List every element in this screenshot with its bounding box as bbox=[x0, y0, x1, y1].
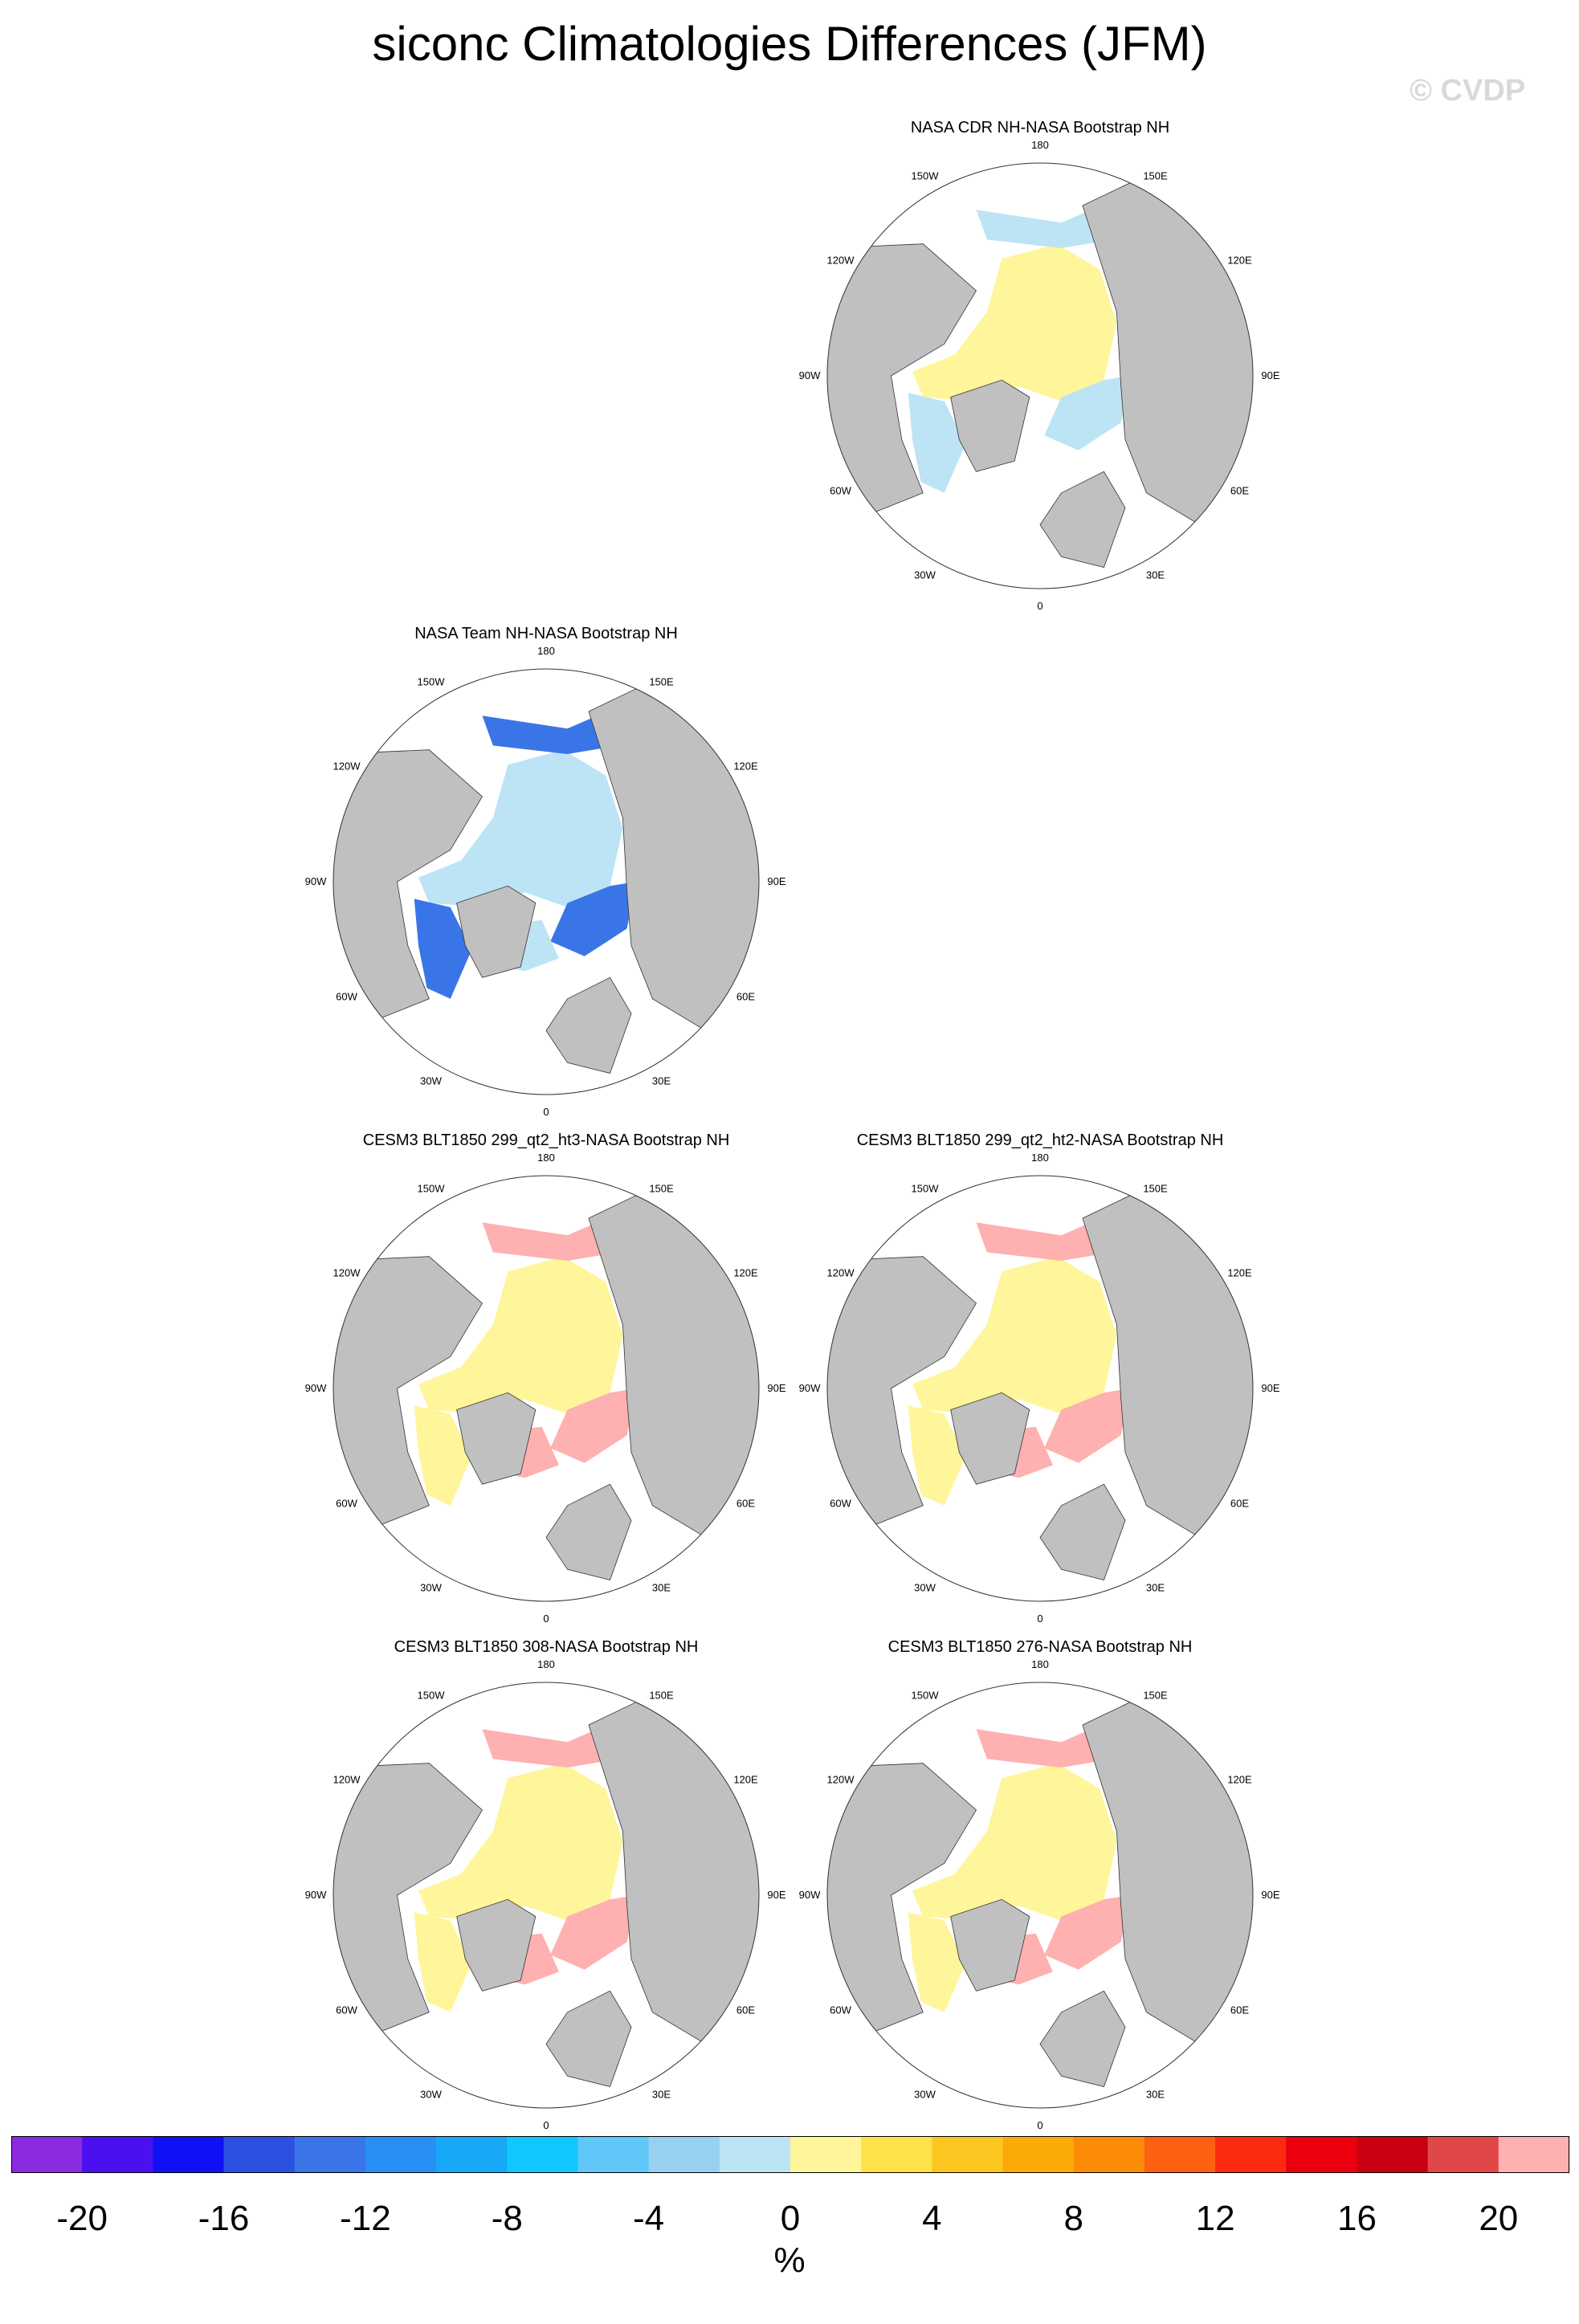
lon-label: 150E bbox=[1143, 169, 1168, 182]
lon-label: 150W bbox=[911, 169, 939, 182]
colorbar-tick-label: -8 bbox=[491, 2199, 523, 2238]
lon-label: 180 bbox=[537, 1152, 555, 1164]
colorbar-tick-label: 8 bbox=[1063, 2199, 1083, 2238]
lon-label: 120W bbox=[333, 1773, 361, 1786]
lon-label: 60E bbox=[1230, 1497, 1250, 1510]
panel-title: NASA Team NH-NASA Bootstrap NH bbox=[414, 625, 678, 642]
lon-label: 150W bbox=[417, 675, 445, 688]
lon-label: 30E bbox=[651, 1581, 671, 1594]
colorbar-units: % bbox=[773, 2240, 806, 2280]
colorbar-swatch bbox=[507, 2136, 578, 2173]
lon-label: 30W bbox=[914, 2088, 936, 2101]
colorbar-swatch bbox=[436, 2136, 508, 2173]
lon-label: 180 bbox=[537, 645, 555, 657]
panel-team bbox=[297, 625, 795, 1118]
lon-label: 150W bbox=[911, 1689, 939, 1702]
lon-label: 60E bbox=[736, 1497, 756, 1510]
lon-label: 150E bbox=[649, 1689, 674, 1702]
lon-label: 90E bbox=[767, 875, 786, 887]
lon-label: 30W bbox=[420, 1074, 442, 1087]
lon-label: 0 bbox=[543, 1613, 549, 1625]
lon-label: 150W bbox=[417, 1182, 445, 1195]
colorbar-swatch bbox=[365, 2136, 437, 2173]
colorbar-swatch bbox=[577, 2136, 649, 2173]
lon-label: 90W bbox=[304, 1889, 327, 1901]
lon-label: 30W bbox=[914, 569, 936, 581]
panel-title: CESM3 BLT1850 299_qt2_ht2-NASA Bootstrap NH bbox=[856, 1131, 1224, 1149]
lon-label: 90W bbox=[798, 1382, 821, 1394]
colorbar-swatch bbox=[1428, 2136, 1499, 2173]
lon-label: 180 bbox=[537, 1658, 555, 1670]
colorbar-tick-label: -16 bbox=[198, 2199, 250, 2238]
lon-label: 60E bbox=[1230, 484, 1250, 497]
lon-label: 30E bbox=[651, 2088, 671, 2101]
lon-label: 60W bbox=[830, 484, 851, 497]
lon-label: 150W bbox=[911, 1182, 939, 1195]
lon-label: 90E bbox=[1261, 1382, 1280, 1394]
lon-label: 150E bbox=[649, 675, 674, 688]
lon-label: 0 bbox=[543, 2119, 549, 2131]
colorbar-swatch bbox=[1215, 2136, 1287, 2173]
colorbar-swatch bbox=[1074, 2136, 1145, 2173]
lon-label: 150E bbox=[1143, 1182, 1168, 1195]
lon-label: 90E bbox=[1261, 369, 1280, 381]
polar-map-308 bbox=[297, 1654, 795, 2131]
colorbar-swatch bbox=[720, 2136, 791, 2173]
lon-label: 90E bbox=[1261, 1889, 1280, 1901]
polar-map-ht3 bbox=[297, 1148, 795, 1625]
figure-title: siconc Climatologies Differences (JFM) bbox=[372, 17, 1207, 71]
lon-label: 120W bbox=[333, 1266, 361, 1279]
lon-label: 60W bbox=[830, 2004, 851, 2016]
lon-label: 30W bbox=[420, 1581, 442, 1594]
colorbar-tick-label: 16 bbox=[1337, 2199, 1377, 2238]
lon-label: 150W bbox=[417, 1689, 445, 1702]
lon-label: 120W bbox=[333, 760, 361, 773]
lon-label: 120E bbox=[733, 1773, 758, 1786]
panel-276 bbox=[791, 1638, 1289, 2131]
colorbar-swatch bbox=[1286, 2136, 1357, 2173]
lon-label: 120E bbox=[1227, 1266, 1252, 1279]
polar-map-cdr bbox=[791, 135, 1289, 612]
colorbar-swatch bbox=[1357, 2136, 1428, 2173]
lon-label: 30E bbox=[1145, 2088, 1165, 2101]
panel-title: CESM3 BLT1850 276-NASA Bootstrap NH bbox=[887, 1638, 1193, 1656]
lon-label: 90W bbox=[304, 875, 327, 887]
lon-label: 120W bbox=[826, 254, 855, 267]
lon-label: 90E bbox=[767, 1382, 786, 1394]
lon-label: 60W bbox=[336, 2004, 357, 2016]
colorbar-swatch bbox=[861, 2136, 932, 2173]
colorbar-tick-label: -12 bbox=[340, 2199, 391, 2238]
panel-title: CESM3 BLT1850 299_qt2_ht3-NASA Bootstrap NH bbox=[362, 1131, 730, 1149]
colorbar-swatch bbox=[1003, 2136, 1075, 2173]
colorbar-swatch bbox=[1499, 2136, 1570, 2173]
lon-label: 180 bbox=[1031, 1152, 1049, 1164]
lon-label: 60W bbox=[830, 1497, 851, 1510]
lon-label: 180 bbox=[1031, 1658, 1049, 1670]
colorbar-swatch bbox=[649, 2136, 720, 2173]
lon-label: 120E bbox=[733, 760, 758, 773]
lon-label: 30W bbox=[914, 1581, 936, 1594]
colorbar-swatch bbox=[1144, 2136, 1216, 2173]
polar-map-ht2 bbox=[791, 1148, 1289, 1625]
lon-label: 90E bbox=[767, 1889, 786, 1901]
lon-label: 60E bbox=[1230, 2004, 1250, 2016]
polar-map-team bbox=[297, 641, 795, 1118]
lon-label: 60W bbox=[336, 1497, 357, 1510]
lon-label: 90W bbox=[798, 369, 821, 381]
colorbar-swatch bbox=[11, 2136, 83, 2173]
lon-label: 30E bbox=[651, 1074, 671, 1087]
lon-label: 120W bbox=[826, 1266, 855, 1279]
panel-title: CESM3 BLT1850 308-NASA Bootstrap NH bbox=[394, 1638, 699, 1656]
lon-label: 120E bbox=[733, 1266, 758, 1279]
lon-label: 90W bbox=[798, 1889, 821, 1901]
panel-308 bbox=[297, 1638, 795, 2131]
lon-label: 30E bbox=[1145, 1581, 1165, 1594]
colorbar-swatch bbox=[295, 2136, 366, 2173]
colorbar-tick-label: -20 bbox=[56, 2199, 108, 2238]
lon-label: 150E bbox=[1143, 1689, 1168, 1702]
lon-label: 120E bbox=[1227, 1773, 1252, 1786]
cvdp-watermark: © CVDP bbox=[1410, 74, 1526, 108]
panel-ht2 bbox=[791, 1131, 1289, 1625]
lon-label: 30W bbox=[420, 2088, 442, 2101]
colorbar-swatch bbox=[224, 2136, 296, 2173]
colorbar-tick-label: 12 bbox=[1195, 2199, 1235, 2238]
lon-label: 150E bbox=[649, 1182, 674, 1195]
lon-label: 90W bbox=[304, 1382, 327, 1394]
lon-label: 0 bbox=[543, 1106, 549, 1118]
colorbar-tick-label: 20 bbox=[1479, 2199, 1519, 2238]
panel-title: NASA CDR NH-NASA Bootstrap NH bbox=[910, 119, 1170, 137]
colorbar-swatch bbox=[153, 2136, 224, 2173]
lon-label: 0 bbox=[1037, 2119, 1043, 2131]
lon-label: 60E bbox=[736, 2004, 756, 2016]
lon-label: 60W bbox=[336, 990, 357, 1003]
colorbar-tick-label: -4 bbox=[633, 2199, 665, 2238]
colorbar-tick-label: 0 bbox=[780, 2199, 801, 2238]
lon-label: 120E bbox=[1227, 254, 1252, 267]
colorbar-tick-label: 4 bbox=[922, 2199, 942, 2238]
lon-label: 120W bbox=[826, 1773, 855, 1786]
panel-ht3 bbox=[297, 1131, 795, 1625]
panel-cdr bbox=[791, 119, 1289, 612]
colorbar-swatch bbox=[790, 2136, 862, 2173]
lon-label: 180 bbox=[1031, 139, 1049, 151]
polar-map-276 bbox=[791, 1654, 1289, 2131]
colorbar bbox=[11, 2136, 1569, 2176]
lon-label: 0 bbox=[1037, 600, 1043, 612]
lon-label: 30E bbox=[1145, 569, 1165, 581]
lon-label: 60E bbox=[736, 990, 756, 1003]
colorbar-swatch bbox=[82, 2136, 153, 2173]
colorbar-swatch bbox=[932, 2136, 1003, 2173]
lon-label: 0 bbox=[1037, 1613, 1043, 1625]
